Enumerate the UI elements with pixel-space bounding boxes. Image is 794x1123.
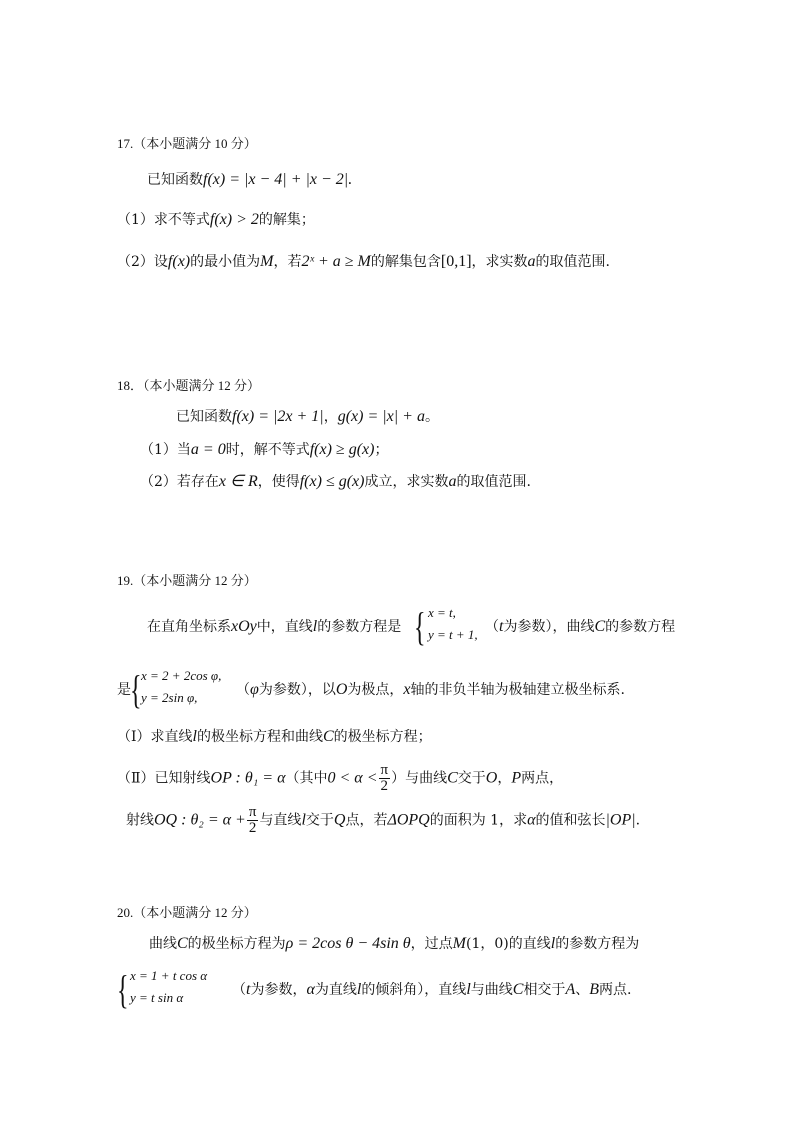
- q20-l2-d: 的倾斜角），直线: [361, 982, 467, 998]
- q20-l1-eq: ρ = 2cos θ − 4sin θ: [285, 935, 411, 952]
- q19-l1-l: l: [312, 618, 318, 635]
- q19-p2-a: （Ⅱ）已知射线: [117, 770, 211, 787]
- q19-p3-tri: ΔOPQ: [387, 811, 430, 829]
- q19-header: 19.（本小题满分 12 分）: [117, 573, 257, 588]
- q19-p3-op: |OP|: [605, 811, 636, 829]
- q18-stem-f: f(x) = |2x + 1|: [232, 408, 324, 425]
- q20-l2-h: 两点.: [599, 982, 632, 998]
- q19-l2-x: x: [403, 681, 411, 698]
- q20-l2-e: 与曲线: [470, 982, 513, 998]
- q20-line2: [232, 980, 631, 1000]
- q19-p1-C: C: [322, 728, 334, 745]
- q19-line1: [147, 617, 401, 637]
- q20-l1-C: C: [177, 935, 188, 952]
- q19-p3-a: 射线: [126, 812, 154, 829]
- q18-p1-a: （1）当: [140, 442, 191, 458]
- q20-brace: {: [117, 967, 129, 1012]
- q18-stem-prefix: 已知函数: [176, 409, 232, 425]
- q17-header: 17.（本小题满分 10 分）: [117, 136, 257, 151]
- q20-sys-1: x = 1 + t cos α: [130, 968, 208, 983]
- q20-l2-b: 为参数，: [250, 982, 307, 998]
- q20-l1-a: 曲线: [149, 936, 177, 952]
- q17-stem: [147, 170, 352, 190]
- q19-p1-l: l: [192, 728, 197, 745]
- q19-p2-range: 0 < α <: [327, 769, 378, 787]
- q17-p2-a: （2）设: [117, 254, 168, 270]
- q17-p1-suffix: 的解集；: [258, 212, 315, 228]
- q19-p3-ray: OQ : θ₂ = α +: [154, 811, 246, 829]
- q19-frac-pi-2: [379, 763, 391, 794]
- q20-l2-A: A: [565, 981, 576, 998]
- q18-p2-ineq: f(x) ≤ g(x): [299, 473, 365, 490]
- q19-l1-t: t: [499, 618, 504, 635]
- q18-p2-b: ，使得: [257, 474, 300, 490]
- q18-header: 18．（本小题满分 12 分）: [117, 378, 261, 393]
- q20-l2-f: 相交于: [523, 982, 566, 998]
- q19-p3-alpha: α: [527, 811, 536, 829]
- q20-l1-c: ，过点: [410, 936, 453, 952]
- q18-part1: [140, 440, 388, 460]
- q20-l2-t: t: [246, 981, 251, 998]
- q17-p2-e: ，求实数: [471, 254, 528, 270]
- q20-l1-pt: (1，0)的直线: [466, 936, 551, 952]
- q18-stem-end: 。: [424, 409, 439, 425]
- q19-p2-f: 两点，: [521, 770, 564, 787]
- q18-stem: [176, 407, 439, 427]
- q19-l1-b: 中，直线: [256, 619, 313, 635]
- q17-p2-b: 的最小值为: [190, 254, 261, 270]
- q17-stem-formula: f(x) = |x − 4| + |x − 2|.: [203, 171, 353, 188]
- q19-line2-lead: 是: [117, 682, 131, 698]
- q17-p2-d: 的解集包含: [370, 254, 441, 270]
- q19-l2-phi: φ: [250, 681, 259, 698]
- q19-p1-c: 的极坐标方程；: [333, 729, 432, 745]
- q19-l2-O: O: [335, 681, 348, 698]
- q19-line1-tail: [485, 617, 675, 637]
- q17-p1-formula: f(x) > 2: [209, 211, 259, 228]
- q19-part1: [117, 727, 432, 747]
- q19-p2-P: P: [511, 769, 522, 787]
- q17-part1: [117, 210, 315, 230]
- q19-l2-c: 为参数），以: [258, 682, 336, 698]
- q19-p3-f: 的值和弦长: [535, 812, 606, 829]
- q18-p2-d: 的取值范围.: [456, 474, 531, 490]
- q19-l2-b: （: [236, 682, 250, 698]
- q20-l2-g: 、: [575, 982, 590, 998]
- q17-part2: [117, 252, 610, 272]
- q19-brace-curve: {: [130, 667, 142, 712]
- q19-brace-line: {: [414, 604, 426, 649]
- q17-p2-ineq: 2ˣ + a ≥ M: [301, 253, 371, 270]
- q17-p2-M: M: [260, 253, 274, 270]
- q19-l1-C: C: [594, 618, 606, 635]
- q20-l2-l2: l: [466, 981, 471, 998]
- q18-p1-b: 时，解不等式: [225, 442, 310, 458]
- q19-p3-d: 点，若: [345, 812, 388, 829]
- q19-part2-cont: [126, 805, 640, 836]
- q19-sys-line: [428, 602, 478, 646]
- q19-l1-e: 为参数），曲线: [503, 619, 595, 635]
- q19-sys-c-2: y = 2sin φ,: [141, 690, 198, 705]
- q19-p3-l: l: [301, 811, 306, 829]
- q20-l2-c: 为直线: [314, 982, 357, 998]
- q19-p3-Q: Q: [333, 811, 346, 829]
- frac-denominator: 2: [248, 820, 257, 836]
- q18-part2: [140, 472, 531, 492]
- q20-sys-2: y = t sin α: [130, 990, 184, 1005]
- q19-p3-g: .: [635, 812, 641, 829]
- q17-p2-interval: [0,1]: [440, 253, 472, 270]
- q20-l1-l: l: [550, 935, 556, 952]
- q19-p3-c: 交于: [305, 812, 334, 829]
- q20-l2-l: l: [356, 981, 362, 998]
- q18-p2-var: a: [448, 473, 457, 490]
- q19-p2-d: 交于: [457, 770, 486, 787]
- q19-line2: [236, 680, 625, 700]
- q17-p2-f: f(x): [167, 253, 191, 270]
- q19-l1-c: 的参数方程是: [317, 619, 402, 635]
- q17-p2-var: a: [527, 253, 536, 270]
- q19-sys-c-1: x = 2 + 2cos φ,: [141, 668, 222, 683]
- q18-p2-a: （2）若存在: [140, 474, 219, 490]
- q17-p2-f: 的取值范围.: [535, 254, 610, 270]
- q20-l2-alpha: α: [306, 981, 315, 998]
- q19-p1-a: （Ⅰ）求直线: [117, 729, 193, 745]
- q19-p2-O: O: [485, 769, 498, 787]
- q19-l1-f: 的参数方程: [605, 619, 676, 635]
- q17-p2-c: ，若: [273, 254, 302, 270]
- q19-l1-xoy: xOy: [231, 618, 257, 635]
- q18-p1-c: ；: [374, 442, 389, 458]
- q18-p1-cond: a = 0: [190, 441, 226, 458]
- frac-denominator: 2: [380, 778, 389, 794]
- frac-numerator: π: [248, 804, 257, 820]
- q20-l1-M: M: [452, 935, 466, 952]
- q19-sys-l-2: y = t + 1,: [428, 627, 478, 642]
- q19-l1-a: 在直角坐标系: [147, 619, 231, 635]
- q19-p2-e: ，: [497, 770, 512, 787]
- q20-l2-B: B: [589, 981, 599, 998]
- q20-l2-C: C: [512, 981, 524, 998]
- q19-l2-d: 为极点，: [347, 682, 404, 698]
- q19-part2: [117, 763, 563, 794]
- q20-header: 20.（本小题满分 12 分）: [117, 905, 257, 920]
- q20-line1: [149, 934, 639, 954]
- q17-stem-text: 已知函数: [147, 172, 203, 188]
- q20-sys: [130, 965, 207, 1009]
- frac-numerator: π: [380, 762, 389, 778]
- q20-l1-b: 的极坐标方程为: [187, 936, 286, 952]
- q19-p1-b: 的极坐标方程和曲线: [196, 729, 323, 745]
- q20-l2-a: （: [232, 982, 246, 998]
- q19-p2-C: C: [447, 769, 458, 787]
- q18-p2-c: 成立，求实数: [364, 474, 449, 490]
- q19-p3-e: 的面积为 1，求: [429, 812, 528, 829]
- q19-l2-e: 轴的非负半轴为极轴建立极坐标系.: [410, 682, 625, 698]
- q18-stem-g: g(x) = |x| + a: [337, 408, 425, 425]
- q19-sys-curve: [141, 665, 221, 709]
- q19-p2-b: （其中: [285, 770, 328, 787]
- q18-p2-cond: x ∈ R: [218, 473, 258, 490]
- q18-stem-sep: ，: [323, 409, 338, 425]
- q17-p1-prefix: （1）求不等式: [117, 212, 210, 228]
- q19-p2-c: ）与曲线: [391, 770, 448, 787]
- q19-frac-pi-2-b: [247, 805, 259, 836]
- q20-l1-d: 的参数方程为: [555, 936, 640, 952]
- q18-p1-ineq: f(x) ≥ g(x): [309, 441, 375, 458]
- q19-p2-ray: OP : θ₁ = α: [210, 769, 286, 787]
- q19-p3-b: 与直线: [259, 812, 302, 829]
- q19-l1-d: （: [485, 619, 499, 635]
- q19-sys-l-1: x = t,: [428, 605, 456, 620]
